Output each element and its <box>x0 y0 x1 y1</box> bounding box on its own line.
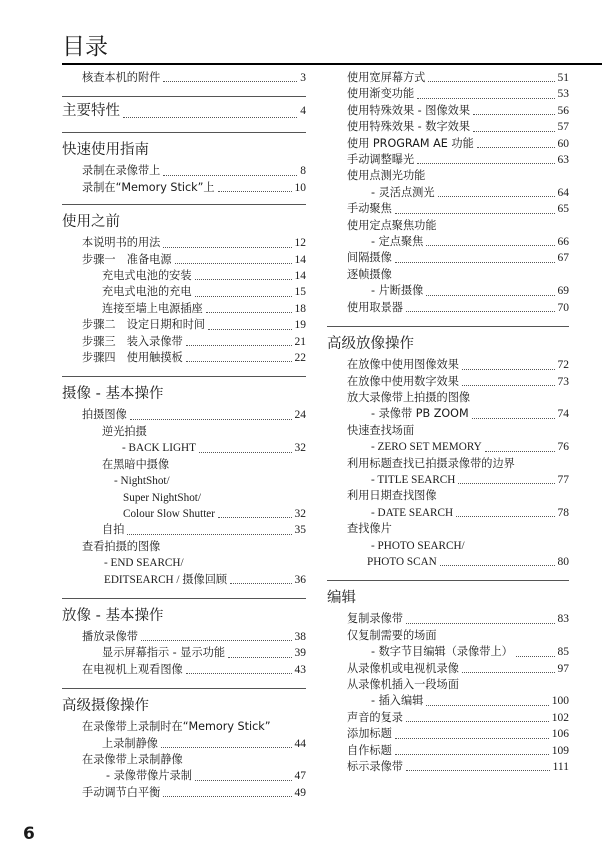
entry-label: 自拍 <box>102 523 125 537</box>
entry-head: 利用日期查找图像 <box>347 489 437 503</box>
dot-leader <box>186 345 292 346</box>
entry-label: Colour Slow Shutter <box>123 507 215 520</box>
toc-entry[interactable] <box>62 522 306 538</box>
page-ref: 97 <box>557 662 569 675</box>
dot-leader <box>426 295 554 296</box>
entry-label: 标示录像带 <box>347 760 403 774</box>
dot-leader <box>406 311 555 312</box>
dot-leader <box>462 385 555 386</box>
entry-head: 使用定点聚焦功能 <box>347 218 437 232</box>
page-ref: 78 <box>557 506 569 519</box>
entry-label: 上录制静像 <box>102 736 158 750</box>
toc-right-column <box>327 70 569 775</box>
toc-entry[interactable] <box>327 406 569 422</box>
toc-entry[interactable] <box>327 70 569 86</box>
entry-label: - DATE SEARCH <box>371 506 454 519</box>
page-ref: 80 <box>557 555 569 568</box>
page-ref: 22 <box>294 352 306 365</box>
page-ref: 18 <box>294 302 306 315</box>
entry-label: 播放录像带 <box>82 629 138 643</box>
page-title: 目录 <box>62 34 108 60</box>
page-ref: 73 <box>557 375 569 388</box>
toc-entry[interactable] <box>327 283 569 299</box>
entry-label: - TITLE SEARCH <box>371 473 456 486</box>
entry-label: - 录像带像片录制 <box>106 769 192 783</box>
page-ref: 14 <box>294 270 306 283</box>
entry-label: 步骤三 装入录像带 <box>82 334 183 348</box>
dot-leader <box>175 263 292 264</box>
entry-label: 间隔摄像 <box>347 251 392 265</box>
toc-entry[interactable] <box>62 572 306 588</box>
toc-entry[interactable] <box>62 70 306 86</box>
toc-entry[interactable] <box>327 554 569 570</box>
entry-label: - 片断摄像 <box>371 284 424 298</box>
entry-line: - NightShot/ <box>114 475 170 488</box>
entry-label: 在放像中使用图像效果 <box>347 358 459 372</box>
toc-entry[interactable] <box>327 234 569 250</box>
dot-leader <box>406 721 549 722</box>
entry-label: 使用特殊效果 - 图像效果 <box>347 103 471 117</box>
page-ref: 8 <box>300 165 306 178</box>
toc-entry[interactable] <box>327 710 569 726</box>
dot-leader <box>163 81 297 82</box>
toc-entry[interactable] <box>62 407 306 423</box>
page-ref: 85 <box>557 646 569 659</box>
toc-entry[interactable] <box>327 300 569 316</box>
page-ref: 3 <box>300 72 306 84</box>
toc-entry[interactable] <box>62 736 306 752</box>
dot-leader <box>456 516 554 517</box>
toc-entry[interactable] <box>62 317 306 333</box>
page-ref: 47 <box>294 770 306 783</box>
entry-label: 使用特殊效果 - 数字效果 <box>347 120 471 134</box>
entry-label: 复制录像带 <box>347 612 403 626</box>
page-ref: 109 <box>551 744 569 757</box>
dot-leader <box>186 361 292 362</box>
entry-label: 手动调节白平衡 <box>82 785 161 799</box>
dot-leader <box>395 754 549 755</box>
page-ref: 36 <box>294 573 306 586</box>
toc-section <box>62 96 306 122</box>
page-number: 6 <box>23 824 35 844</box>
page-ref: 76 <box>557 441 569 454</box>
entry-label: 核查本机的附件 <box>82 71 161 84</box>
entry-label: 手动调整曝光 <box>347 153 415 167</box>
dot-leader <box>477 147 555 148</box>
dot-leader <box>485 451 555 452</box>
page-ref: 21 <box>294 335 306 348</box>
toc-entry[interactable] <box>62 506 306 522</box>
toc-entry[interactable] <box>62 440 306 456</box>
dot-leader <box>426 245 554 246</box>
dot-leader <box>123 117 297 118</box>
entry-label: 使用宽屏幕方式 <box>347 71 426 84</box>
dot-leader <box>228 657 291 658</box>
toc-entry[interactable] <box>62 252 306 268</box>
toc-section <box>62 132 306 196</box>
page-ref: 56 <box>557 104 569 117</box>
dot-leader <box>458 483 554 484</box>
entry-label: 声音的复录 <box>347 710 403 724</box>
toc-entry[interactable] <box>327 661 569 677</box>
toc-entry[interactable] <box>327 185 569 201</box>
dot-leader <box>195 780 292 781</box>
dot-leader <box>161 747 292 748</box>
entry-label: - ZERO SET MEMORY <box>371 441 482 454</box>
toc-entry[interactable] <box>327 726 569 742</box>
entry-line: Super NightShot/ <box>123 491 202 504</box>
toc-entry[interactable] <box>327 201 569 217</box>
toc-entry[interactable] <box>62 662 306 678</box>
entry-label: 充电式电池的充电 <box>102 285 192 299</box>
toc-entry[interactable] <box>62 334 306 350</box>
page-ref: 77 <box>557 473 569 486</box>
entry-label: 连接至墙上电源插座 <box>102 301 203 315</box>
entry-label: 自作标题 <box>347 743 392 757</box>
dot-leader <box>127 534 291 535</box>
dot-leader <box>130 419 292 420</box>
toc-section <box>62 598 306 678</box>
section-title: 使用之前 <box>62 214 120 231</box>
toc-left-column <box>62 70 306 801</box>
entry-head: 在录像带上录制时在“Memory Stick” <box>82 720 271 734</box>
entry-label: 添加标题 <box>347 727 392 741</box>
toc-entry[interactable] <box>62 235 306 251</box>
dot-leader <box>163 175 297 176</box>
entry-head: 仅复制需要的场面 <box>347 628 437 642</box>
entry-label: 使用 PROGRAM AE 功能 <box>347 136 474 150</box>
dot-leader <box>163 247 291 248</box>
entry-head: 从录像机插入一段场面 <box>347 678 459 691</box>
toc-entry[interactable] <box>327 357 569 373</box>
dot-leader <box>417 163 554 164</box>
dot-leader <box>462 672 555 673</box>
toc-entry[interactable] <box>62 268 306 284</box>
page-ref: 51 <box>557 72 569 84</box>
page-ref: 14 <box>294 253 306 266</box>
dot-leader <box>417 98 554 99</box>
dot-leader <box>406 770 550 771</box>
page-ref: 63 <box>557 154 569 167</box>
page-ref: 70 <box>557 301 569 314</box>
entry-head: 在录像带上录制静像 <box>82 752 183 766</box>
page-ref: 10 <box>294 181 306 194</box>
page-ref: 53 <box>557 88 569 101</box>
section-heading[interactable] <box>62 97 306 122</box>
page-ref: 106 <box>551 728 569 741</box>
entry-head: 查找像片 <box>347 522 392 536</box>
toc-entry[interactable] <box>62 180 306 196</box>
toc-entry[interactable] <box>327 119 569 135</box>
entry-label: 从录像机或电视机录像 <box>347 661 459 675</box>
toc-entry[interactable] <box>327 472 569 488</box>
page-ref: 74 <box>557 408 569 421</box>
toc-entry[interactable] <box>327 152 569 168</box>
section-title: 编辑 <box>327 590 356 607</box>
entry-label: 使用渐变功能 <box>347 87 415 101</box>
section-title: 摄像 - 基本操作 <box>62 386 164 403</box>
toc-entry[interactable] <box>327 505 569 521</box>
dot-leader <box>473 114 554 115</box>
toc-section <box>327 326 569 570</box>
toc-entry[interactable] <box>327 86 569 102</box>
dot-leader <box>195 279 292 280</box>
page-ref: 19 <box>294 319 306 332</box>
entry-label: 在放像中使用数字效果 <box>347 374 459 388</box>
dot-leader <box>230 583 291 584</box>
toc-entry[interactable] <box>327 644 569 660</box>
dot-leader <box>199 452 292 453</box>
page-ref: 24 <box>294 409 306 422</box>
entry-label: - 数字节目编辑（录像带上） <box>371 645 513 659</box>
dot-leader <box>462 369 555 370</box>
page-ref: 100 <box>551 695 569 708</box>
toc-section <box>62 376 306 587</box>
dot-leader <box>395 213 555 214</box>
entry-label: 录制在“Memory Stick”上 <box>82 180 215 194</box>
dot-leader <box>440 565 555 566</box>
page-ref: 15 <box>294 286 306 299</box>
dot-leader <box>195 296 292 297</box>
toc-entry[interactable] <box>327 374 569 390</box>
toc-entry[interactable] <box>62 645 306 661</box>
entry-label: - BACK LIGHT <box>122 442 196 455</box>
page-ref: 35 <box>294 524 306 537</box>
toc-entry[interactable] <box>327 136 569 152</box>
page-ref: 111 <box>552 761 569 774</box>
dot-leader <box>141 640 292 641</box>
entry-label: 充电式电池的安装 <box>102 269 192 283</box>
entry-label: 录制在录像带上 <box>82 164 161 178</box>
entry-head: 查看拍摄的图像 <box>82 539 161 553</box>
entry-head: 逆光拍摄 <box>102 424 147 438</box>
page-ref: 83 <box>557 613 569 626</box>
toc-entry[interactable] <box>62 629 306 645</box>
entry-label: 显示屏幕指示 - 显示功能 <box>102 646 226 660</box>
entry-label: PHOTO SCAN <box>367 555 437 568</box>
dot-leader <box>163 796 291 797</box>
dot-leader <box>218 191 292 192</box>
page-ref: 4 <box>300 105 306 118</box>
toc-entry[interactable] <box>62 768 306 784</box>
toc-entry[interactable] <box>327 250 569 266</box>
entry-head: 使用点测光功能 <box>347 169 426 183</box>
entry-label: - 灵活点测光 <box>371 185 435 199</box>
page-ref: 39 <box>294 647 306 660</box>
page-ref: 69 <box>557 285 569 298</box>
toc-entry[interactable] <box>62 350 306 366</box>
section-title: 主要特性 <box>62 103 120 120</box>
page-ref: 32 <box>294 507 306 520</box>
dot-leader <box>428 81 554 82</box>
toc-entry[interactable] <box>327 103 569 119</box>
page-ref: 44 <box>294 737 306 750</box>
section-title: 快速使用指南 <box>62 142 149 159</box>
section-title: 高级摄像操作 <box>62 698 149 715</box>
page-ref: 38 <box>294 630 306 643</box>
entry-head: 放大录像带上拍摄的图像 <box>347 390 471 404</box>
toc-entry[interactable] <box>327 611 569 627</box>
page-ref: 12 <box>294 237 306 250</box>
toc-section <box>62 688 306 801</box>
dot-leader <box>472 418 555 419</box>
dot-leader <box>208 329 291 330</box>
entry-label: 步骤一 准备电源 <box>82 252 172 266</box>
toc-entry[interactable] <box>327 439 569 455</box>
toc-section <box>62 204 306 366</box>
section-title: 放像 - 基本操作 <box>62 607 164 624</box>
page-ref: 64 <box>557 186 569 199</box>
entry-label: 本说明书的用法 <box>82 236 161 250</box>
dot-leader <box>438 196 555 197</box>
page-ref: 72 <box>557 359 569 372</box>
dot-leader <box>206 312 292 313</box>
entry-label: - 插入编辑 <box>371 694 424 708</box>
entry-label: EDITSEARCH / 摄像回顾 <box>104 573 228 586</box>
toc-entry[interactable] <box>62 284 306 300</box>
entry-line: - END SEARCH/ <box>104 557 184 570</box>
entry-label: 使用取景器 <box>347 300 403 314</box>
dot-leader <box>186 673 292 674</box>
entry-label: 拍摄图像 <box>82 408 127 422</box>
entry-head: 在黑暗中摄像 <box>102 457 170 471</box>
entry-label: 步骤四 使用触摸板 <box>82 351 183 365</box>
dot-leader <box>426 705 548 706</box>
entry-head: 快速查找场面 <box>347 423 415 437</box>
entry-label: 在电视机上观看图像 <box>82 662 183 676</box>
toc-entry[interactable] <box>62 163 306 179</box>
page-ref: 57 <box>557 121 569 134</box>
section-title: 高级放像操作 <box>327 336 414 353</box>
dot-leader <box>406 623 555 624</box>
page-ref: 66 <box>557 236 569 249</box>
entry-line: - PHOTO SEARCH/ <box>371 539 465 552</box>
dot-leader <box>395 262 555 263</box>
page-ref: 102 <box>551 711 569 724</box>
dot-leader <box>473 131 554 132</box>
page-ref: 60 <box>557 137 569 150</box>
toc-entry[interactable] <box>327 693 569 709</box>
entry-label: 步骤二 设定日期和时间 <box>82 318 206 332</box>
entry-label: - 录像带 PB ZOOM <box>371 407 469 421</box>
page-ref: 65 <box>557 203 569 216</box>
toc-entry[interactable] <box>327 759 569 775</box>
entry-head: 逐帧摄像 <box>347 267 392 281</box>
toc-entry[interactable] <box>62 785 306 801</box>
toc-section <box>327 580 569 775</box>
entry-label: - 定点聚焦 <box>371 235 424 249</box>
page-ref: 49 <box>294 786 306 799</box>
dot-leader <box>395 738 549 739</box>
dot-leader <box>218 517 292 518</box>
page-ref: 43 <box>294 663 306 676</box>
entry-head: 利用标题查找已拍摄录像带的边界 <box>347 456 515 470</box>
dot-leader <box>516 656 555 657</box>
page-ref: 32 <box>294 442 306 455</box>
toc-entry[interactable] <box>62 301 306 317</box>
page-ref: 67 <box>557 252 569 265</box>
toc-entry[interactable] <box>327 743 569 759</box>
title-rule <box>62 63 602 65</box>
entry-label: 手动聚焦 <box>347 202 392 216</box>
